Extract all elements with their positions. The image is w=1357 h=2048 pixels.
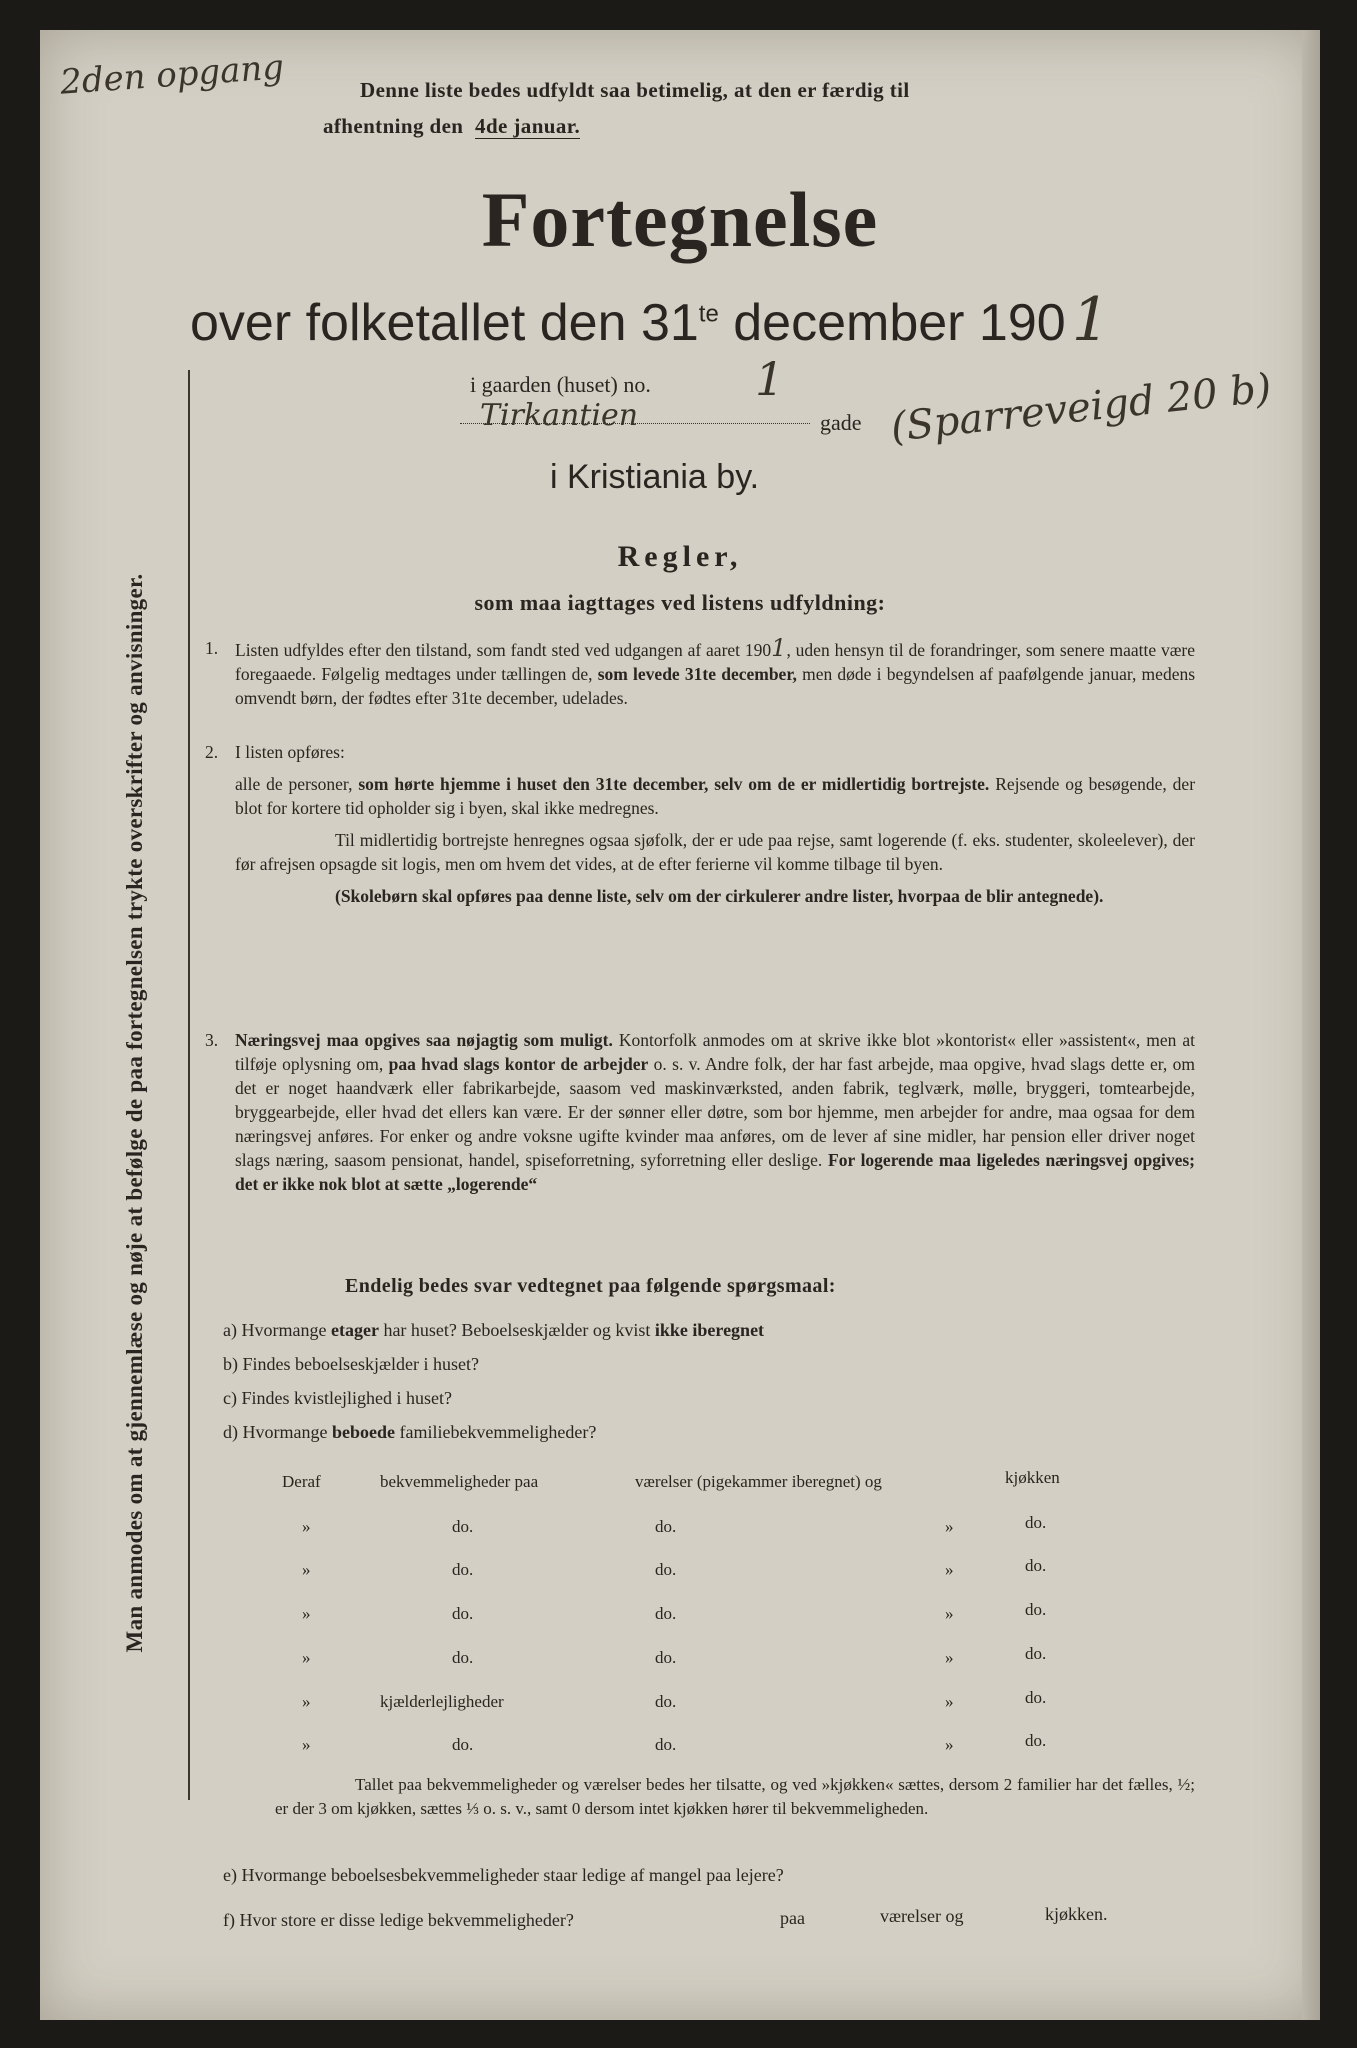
gaarden-label: i gaarden (huset) no. [470, 372, 651, 397]
rule-1-text-c: men døde i begyndelsen af paafølgende januar, medens omvendt børn, der fødtes efter 31te december, udelades. [235, 664, 1196, 708]
table-row-6-ditto-2: » [945, 1735, 954, 1754]
rules-subheading: som maa iagttages ved listens udfyldning: [474, 590, 886, 615]
question-d-bold: beboede [331, 1422, 395, 1442]
question-a [223, 1320, 764, 1341]
question-f: f) Hvor store er disse ledige bekvemmeligheder? [223, 1910, 574, 1930]
margin-rule-line [188, 370, 190, 1800]
rule-3-bold-2: paa hvad slags kontor de arbejder [388, 1054, 649, 1074]
question-c: c) Findes kvistlejlighed i huset? [223, 1388, 452, 1408]
subtitle-pre: over folketallet den 31 [190, 294, 699, 352]
question-e: e) Hvormange beboelsesbekvemmeligheder staar ledige af mangel paa lejere? [223, 1865, 784, 1885]
table-row-2-ditto-2: » [945, 1560, 954, 1579]
handwritten-street-alt: (Sparreveigd 20 b) [888, 365, 1274, 451]
table-row-5-ditto-2: » [945, 1692, 954, 1711]
rule-2-text-c: Til midlertidig bortrejste henregnes ogsaa sjøfolk, der er ude paa rejse, samt logerende (f. eks. studenter, skoleelever), der før afrejsen opsagde sit logis, men om hvem det vides, at de efter ferierne vil komme tilbage til byen. [235, 830, 1195, 874]
table-row-3-ditto: » [302, 1604, 311, 1623]
table-header-deraf: Deraf [282, 1472, 321, 1491]
rule-1-bold: som levede 31te december, [597, 664, 797, 684]
footer-note: Tallet paa bekvemmeligheder og værelser bedes her tilsatte, og ved »kjøkken« sættes, dersom 2 familier har det fælles, ½; er der 3 om kjøkken, sættes ⅓ o. s. v., samt 0 dersom intet kjøkken hører til bekvemmeligheden. [275, 1775, 1195, 1818]
table-row-4-ditto: » [302, 1648, 311, 1667]
table-header-vaer: værelser (pigekammer iberegnet) og [635, 1472, 882, 1491]
footer-note-block [275, 1773, 1195, 1821]
question-f-paa: paa [780, 1908, 805, 1928]
rule-2-intro: I listen opføres: [235, 742, 345, 762]
rule-1-text-b: , uden hensyn til de forandringer, som senere maatte være foregaaede. Følgelig medtages under tællingen de, [235, 640, 1196, 684]
notice-date: 4de januar. [475, 114, 581, 138]
question-f-kjokken: kjøkken. [1045, 1904, 1108, 1924]
rule-1-number: 1. [205, 638, 219, 658]
rule-3-number: 3. [205, 1030, 219, 1050]
rule-1 [235, 636, 1195, 710]
rule-2-text-a: alle de personer, [235, 774, 353, 794]
margin-instruction: Man anmodes om at gjennemlæse og nøje at befølge de paa fortegnelsen trykte overskrifter og anvisninger. [122, 573, 147, 1653]
rules-heading: Regler, [617, 540, 743, 573]
handwritten-year-digit: 1 [1071, 285, 1110, 355]
question-f-vaerelser: værelser og [880, 1906, 964, 1926]
table-row-5-ditto: » [302, 1692, 311, 1711]
notice-line-1: Denne liste bedes udfyldt saa betimelig, at den er færdig til [360, 78, 910, 102]
table-row-4-do-1: do. [452, 1648, 474, 1667]
census-form-sheet [40, 30, 1320, 2020]
table-row-1-do-1: do. [452, 1517, 474, 1536]
table-header-kjokken: kjøkken [1005, 1468, 1060, 1487]
table-row-3-do-2: do. [655, 1604, 677, 1623]
rule-1-text-a: Listen udfyldes efter den tilstand, som fandt sted ved udgangen af aaret 190 [235, 640, 772, 660]
question-d-text-2: familiebekvemmeligheder? [399, 1422, 597, 1442]
question-a-bold-1: etager [330, 1320, 379, 1340]
table-row-5-kjaelder: kjælderlejligheder [380, 1692, 504, 1711]
rule-2 [235, 740, 1195, 908]
question-a-text-2: har huset? Beboelseskjælder og kvist [383, 1320, 651, 1340]
rule-3-text-b: o. s. v. Andre folk, der har fast arbejde, maa opgive, hvad slags dette er, om det er noget haandværk eller fabrikarbejde, saasom ved maskinværksted, anden fabrik, teglværk, mølle, bryggeri, tomtearbejde, bryggearbejde, eller hvad det ellers kan være. Er der sønner eller døtre, som bor hjemme, men arbejder for andre, maa ogsaa for dem næringsvej anføres. For enker og andre voksne ugifte kvinder maa anføres, om de lever af sine midler, har pension eller driver noget slags næring, saasom pensionat, handel, spiseforretning, syforretning eller deslige. [235, 1054, 1196, 1170]
table-row-3-ditto-2: » [945, 1604, 954, 1623]
rule-3-text-a: Kontorfolk anmodes om at skrive ikke blot »kontorist« eller »assistent«, men at tilføje oplysning om, [235, 1030, 1195, 1074]
table-row-2-ditto: » [302, 1560, 311, 1579]
page-title: Fortegnelse [481, 176, 879, 263]
handwritten-house-no: 1 [755, 352, 785, 406]
rule-2-number: 2. [205, 742, 219, 762]
sheet-binding-edge [1302, 30, 1320, 2020]
handwritten-note: 2den opgang [58, 47, 286, 103]
notice-line-2-text: afhentning den [323, 114, 464, 138]
table-row-1-do-3: do. [1025, 1513, 1047, 1532]
subtitle-post: december 190 [718, 294, 1066, 352]
table-row-6-do-3: do. [1025, 1731, 1047, 1750]
rule-3 [235, 1028, 1195, 1196]
table-row-3-do-1: do. [452, 1604, 474, 1623]
table-row-4-do-2: do. [655, 1648, 677, 1667]
question-a-bold-2: ikke iberegnet [654, 1320, 765, 1340]
table-header-bekv: bekvemmeligheder paa [380, 1472, 539, 1491]
city-line: i Kristiania by. [550, 458, 760, 496]
table-row-1-do-2: do. [655, 1517, 677, 1536]
table-row-6-do-1: do. [452, 1735, 474, 1754]
notice-line-2 [323, 114, 580, 139]
questions-intro: Endelig bedes svar vedtegnet paa følgende spørgsmaal: [345, 1275, 836, 1297]
subtitle-sup: te [698, 300, 719, 328]
table-row-6-ditto: » [302, 1735, 311, 1754]
table-row-6-do-2: do. [655, 1735, 677, 1754]
table-row-2-do-3: do. [1025, 1556, 1047, 1575]
table-row-3-do-3: do. [1025, 1600, 1047, 1619]
handwritten-street: Tirkantien [480, 398, 639, 433]
rule-2-text-b: Rejsende og besøgende, der blot for kortere tid opholder sig i byen, skal ikke medregnes. [235, 774, 1196, 818]
handwritten-rule-year: 1 [771, 634, 787, 662]
question-d [223, 1422, 596, 1443]
table-row-1-ditto: » [302, 1517, 311, 1536]
subtitle [190, 285, 1110, 355]
question-d-text: d) Hvormange [223, 1422, 328, 1442]
table-row-4-ditto-2: » [945, 1648, 954, 1667]
rule-3-bold-3: For logerende maa ligeledes næringsvej opgives; det er ikke nok blot at sætte „logerende“ [235, 1150, 1196, 1194]
table-row-2-do-1: do. [452, 1560, 474, 1579]
question-a-text: a) Hvormange [223, 1320, 327, 1340]
gade-label: gade [820, 410, 862, 435]
table-row-4-do-3: do. [1025, 1644, 1047, 1663]
table-row-2-do-2: do. [655, 1560, 677, 1579]
question-b: b) Findes beboelseskjælder i huset? [223, 1354, 479, 1374]
rule-2-bold: som hørte hjemme i huset den 31te december, selv om de er midlertidig bortrejste. [358, 774, 990, 794]
table-row-5-do-2: do. [655, 1692, 677, 1711]
rule-3-bold-1: Næringsvej maa opgives saa nøjagtig som muligt. [235, 1030, 613, 1050]
table-row-1-ditto-2: » [945, 1517, 954, 1536]
table-row-5-do-3: do. [1025, 1688, 1047, 1707]
rule-2-text-d: (Skolebørn skal opføres paa denne liste, selv om der cirkulerer andre lister, hvorpaa de blir antegnede). [335, 886, 1104, 906]
